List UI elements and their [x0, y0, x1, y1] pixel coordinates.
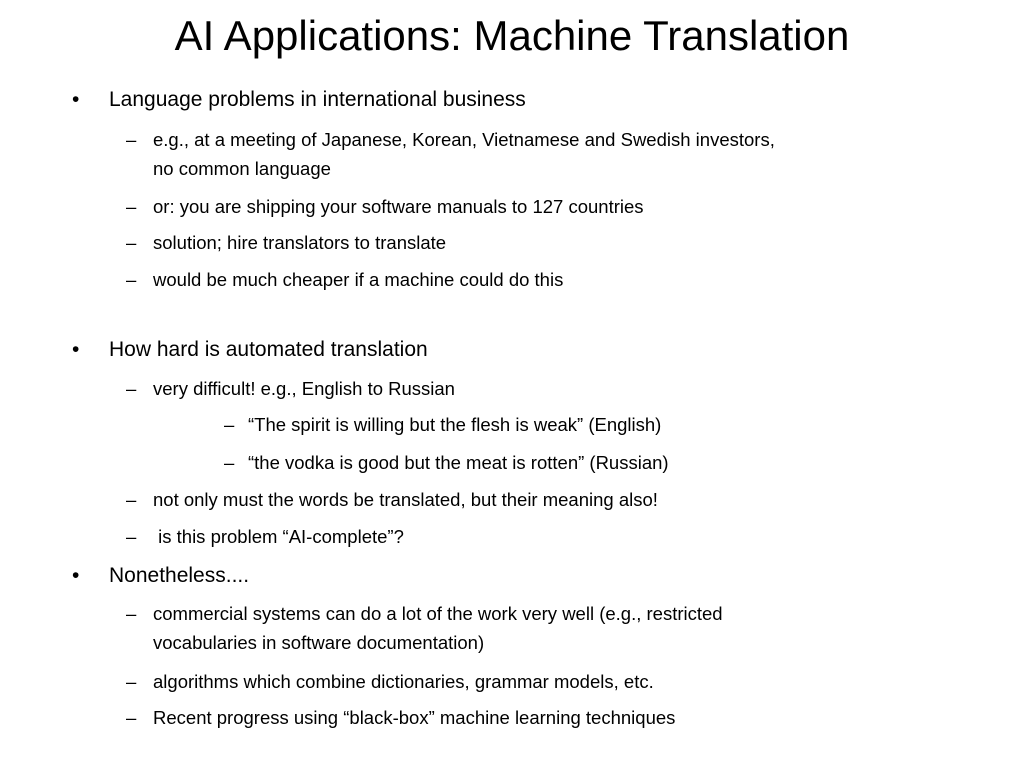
section-heading: How hard is automated translation: [109, 338, 428, 361]
list-item-text: algorithms which combine dictionaries, grammar models, etc.: [153, 671, 654, 692]
dash-marker: –: [126, 196, 137, 217]
list-item-text: commercial systems can do a lot of the work very well (e.g., restricted: [153, 603, 723, 624]
bullet-marker: •: [72, 338, 80, 361]
list-item-text: is this problem “AI-complete”?: [153, 526, 404, 547]
dash-marker: –: [126, 269, 137, 290]
dash-marker: –: [126, 526, 137, 547]
list-item-text: Recent progress using “black-box” machine learning techniques: [153, 707, 676, 728]
dash-marker: –: [126, 129, 137, 150]
list-item-text: “The spirit is willing but the flesh is weak” (English): [248, 414, 662, 435]
dash-marker: –: [224, 452, 235, 473]
dash-marker: –: [126, 603, 137, 624]
list-item-text: would be much cheaper if a machine could do this: [153, 269, 564, 290]
section-heading: Language problems in international business: [109, 88, 526, 111]
section-heading: Nonetheless....: [109, 564, 250, 587]
list-item-text: very difficult! e.g., English to Russian: [153, 378, 455, 399]
list-item-text-continued: vocabularies in software documentation): [153, 632, 485, 653]
list-item-text-continued: no common language: [153, 158, 331, 179]
list-item-text: e.g., at a meeting of Japanese, Korean, Vietnamese and Swedish investors,: [153, 129, 775, 150]
dash-marker: –: [126, 232, 137, 253]
bullet-marker: •: [72, 88, 80, 111]
dash-marker: –: [126, 489, 137, 510]
dash-marker: –: [126, 671, 137, 692]
list-item-text: not only must the words be translated, but their meaning also!: [153, 489, 658, 510]
dash-marker: –: [126, 378, 137, 399]
list-item-text: or: you are shipping your software manuals to 127 countries: [153, 196, 644, 217]
bullet-marker: •: [72, 564, 80, 587]
slide-title: AI Applications: Machine Translation: [174, 12, 850, 59]
list-item-text: solution; hire translators to translate: [153, 232, 447, 253]
dash-marker: –: [126, 707, 137, 728]
list-item-text: “the vodka is good but the meat is rotten” (Russian): [248, 452, 669, 473]
dash-marker: –: [224, 414, 235, 435]
